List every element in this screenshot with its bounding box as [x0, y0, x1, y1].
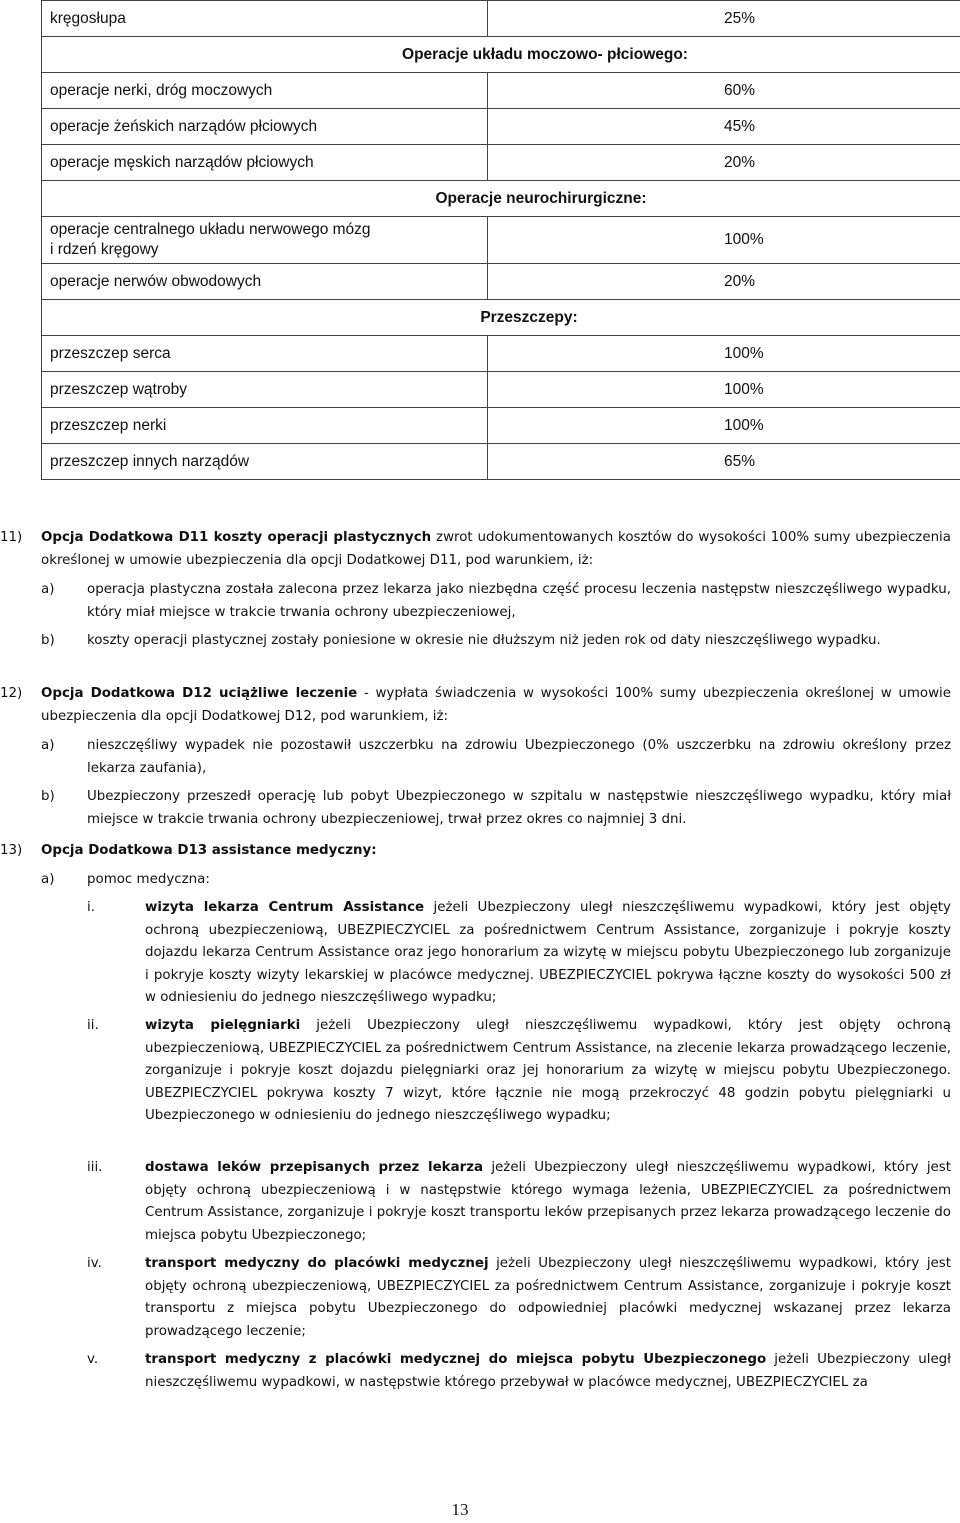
table-row — [42, 1, 960, 37]
procedure-name: przeszczep wątroby — [42, 372, 488, 408]
procedure-name: kręgosłupa — [42, 1, 488, 37]
sub-list-title: wizyta pielęgniarki — [145, 1018, 301, 1033]
list-label: a) — [41, 872, 55, 887]
section-intro — [41, 683, 951, 728]
procedure-percent: 60% — [724, 81, 756, 99]
sub-list-text — [145, 1349, 951, 1394]
procedure-name: operacje nerwów obwodowych — [42, 264, 488, 300]
procedure-name: przeszczep nerki — [42, 408, 488, 444]
sub-list-title: transport medyczny z placówki medycznej do miejsca pobytu Ubezpieczonego — [145, 1352, 767, 1367]
section-title: Opcja Dodatkowa D12 uciążliwe leczenie — [41, 686, 358, 701]
table-row — [42, 109, 960, 145]
procedure-percent: 100% — [724, 231, 764, 248]
sub-list-item — [0, 1349, 951, 1394]
table-row — [42, 73, 960, 109]
list-text: operacja plastyczna została zalecona przez lekarza jako niezbędna część procesu leczenia następstw nieszczęśliwego wypadku, który miał miejsce w trakcie trwania ochrony ubezpieczeniowej, — [87, 582, 951, 620]
section-number: 12) — [0, 686, 23, 701]
sub-list-text — [145, 1253, 951, 1343]
sub-list-body: jeżeli Ubezpieczony uległ nieszczęśliwemu wypadkowi, który jest objęty ochroną ubezpieczeniową, UBEZPIECZYCIEL za pośrednictwem Centrum Assistance, zorganizuje i pokryje koszty dojazdu lekarza Centrum Assistance oraz jego honorarium za wizytę w miejscu pobytu Ubezpieczonego lub zorganizuje i pokryje koszty wizyty lekarskiej w placówce medycznej. UBEZPIECZYCIEL pokrywa łączne koszty do wysokości 500 zł w odniesieniu do jednego nieszczęśliwego wypadku; — [145, 900, 951, 1005]
sub-list-title: wizyta lekarza Centrum Assistance — [145, 900, 425, 915]
list-item — [0, 735, 951, 780]
sub-list-item — [0, 1157, 951, 1247]
section-13 — [0, 840, 951, 863]
section-number: 11) — [0, 530, 23, 545]
list-label: b) — [41, 789, 55, 804]
list-item — [0, 869, 951, 892]
procedure-percent: 65% — [724, 452, 756, 470]
section-title: Opcja Dodatkowa D11 koszty operacji plastycznych — [41, 530, 432, 545]
sub-list-title: dostawa leków przepisanych przez lekarza — [145, 1160, 484, 1175]
sub-list-label: iv. — [87, 1256, 102, 1271]
section-header-row — [42, 181, 960, 217]
procedure-name: operacje nerki, dróg moczowych — [42, 73, 488, 109]
coverage-table — [41, 0, 960, 480]
procedure-percent: 100% — [724, 416, 764, 434]
procedure-name-line: operacje centralnego układu nerwowego mózg — [50, 221, 371, 238]
table-row — [42, 408, 960, 444]
sub-list-body: jeżeli Ubezpieczony uległ nieszczęśliwemu wypadkowi, który jest objęty ochroną ubezpieczeniową, UBEZPIECZYCIEL za pośrednictwem Centrum Assistance, na zlecenie lekarza prowadzącego leczenie, zorganizuje i pokryje koszt dojazdu pielęgniarki oraz jej honorarium za wizytę w miejscu pobytu Ubezpieczonego. UBEZPIECZYCIEL pokrywa koszty 7 wizyt, które łącznie nie mogą przekroczyć 48 godzin pobytu pielęgniarki u Ubezpieczonego w odniesieniu do jednego nieszczęśliwego wypadku; — [145, 1018, 951, 1123]
list-text: pomoc medyczna: — [87, 872, 210, 887]
procedure-percent: 100% — [724, 380, 764, 398]
section-intro-text: - wypłata świadczenia w wysokości 100% sumy ubezpieczenia określonej w umowie ubezpieczenia dla opcji Dodatkowej D12, pod warunkiem, iż: — [41, 686, 951, 724]
procedure-percent: 45% — [724, 117, 756, 135]
sub-list-body: jeżeli Ubezpieczony uległ nieszczęśliwemu wypadkowi, w następstwie którego przebywał w placówce medycznej, UBEZPIECZYCIEL za — [145, 1352, 951, 1390]
list-item — [0, 630, 951, 653]
section-12 — [0, 683, 951, 728]
list-text: Ubezpieczony przeszedł operację lub pobyt Ubezpieczonego w szpitalu w następstwie nieszczęśliwego wypadku, który miał miejsce w trakcie trwania ochrony ubezpieczeniowej, trwał przez okres co najmniej 3 dni. — [87, 789, 951, 827]
sub-list-item — [0, 1253, 951, 1343]
section-title: Opcja Dodatkowa D13 assistance medyczny: — [41, 843, 377, 858]
list-text: nieszczęśliwy wypadek nie pozostawił uszczerbku na zdrowiu Ubezpieczonego (0% uszczerbku na zdrowiu określony przez lekarza zaufania), — [87, 738, 951, 776]
procedure-name: przeszczep innych narządów — [42, 444, 488, 480]
table-row — [42, 336, 960, 372]
table-row — [42, 217, 960, 264]
sub-list-item — [0, 897, 951, 1010]
sub-list-label: v. — [87, 1352, 99, 1367]
list-label: a) — [41, 738, 55, 753]
procedure-name: przeszczep serca — [42, 336, 488, 372]
sub-list-text — [145, 1015, 951, 1128]
sub-list-title: transport medyczny do placówki medycznej — [145, 1256, 489, 1271]
procedure-name — [42, 217, 488, 264]
sub-list-label: ii. — [87, 1018, 99, 1033]
table-row — [42, 145, 960, 181]
table-row — [42, 372, 960, 408]
section-header: Operacje układu moczowo- płciowego: — [402, 45, 688, 63]
procedure-percent: 100% — [724, 344, 764, 362]
section-header: Operacje neurochirurgiczne: — [435, 189, 647, 207]
sub-list-label: iii. — [87, 1160, 103, 1175]
section-intro-text: zwrot udokumentowanych kosztów do wysokości 100% sumy ubezpieczenia określonej w umowie ubezpieczenia dla opcji Dodatkowej D11, pod warunkiem, iż: — [41, 530, 951, 568]
section-header-row — [42, 37, 960, 73]
procedure-name: operacje żeńskich narządów płciowych — [42, 109, 488, 145]
table-row — [42, 444, 960, 480]
procedure-name: operacje męskich narządów płciowych — [42, 145, 488, 181]
sub-list-body: jeżeli Ubezpieczony uległ nieszczęśliwemu wypadkowi, który jest objęty ochroną ubezpieczeniową, UBEZPIECZYCIEL za pośrednictwem Centrum Assistance, zorganizuje i pokryje koszt transportu z miejsca pobytu Ubezpieczonego do odpowiedniej placówki medycznej wskazanej przez lekarza prowadzącego leczenie; — [145, 1256, 952, 1339]
procedure-percent: 20% — [724, 153, 756, 171]
sub-list-body: jeżeli Ubezpieczony uległ nieszczęśliwemu wypadkowi, który jest objęty ochroną ubezpieczeniową i w następstwie którego wymaga leżenia, UBEZPIECZYCIEL za pośrednictwem Centrum Assistance, zorganizuje i pokryje koszt transportu leków przepisanych przez lekarza prowadzącego leczenie do miejsca pobytu Ubezpieczonego; — [145, 1160, 952, 1243]
page-number: 13 — [451, 1500, 469, 1519]
sub-list-text — [145, 897, 951, 1010]
list-item — [0, 786, 951, 831]
list-label: a) — [41, 582, 55, 597]
sub-list-text — [145, 1157, 951, 1247]
list-item — [0, 579, 951, 624]
procedure-name-line: i rdzeń kręgowy — [50, 241, 159, 258]
section-header-row — [42, 300, 960, 336]
section-intro — [41, 527, 951, 572]
section-header: Przeszczepy: — [480, 308, 578, 326]
list-label: b) — [41, 633, 55, 648]
procedure-percent: 25% — [724, 9, 756, 27]
procedure-percent: 20% — [724, 272, 756, 290]
list-text: koszty operacji plastycznej zostały poniesione w okresie nie dłuższym niż jeden rok od daty nieszczęśliwego wypadku. — [87, 633, 881, 648]
section-11 — [0, 527, 951, 572]
table-row — [42, 264, 960, 300]
sub-list-label: i. — [87, 900, 95, 915]
section-number: 13) — [0, 843, 23, 858]
sub-list-item — [0, 1015, 951, 1128]
